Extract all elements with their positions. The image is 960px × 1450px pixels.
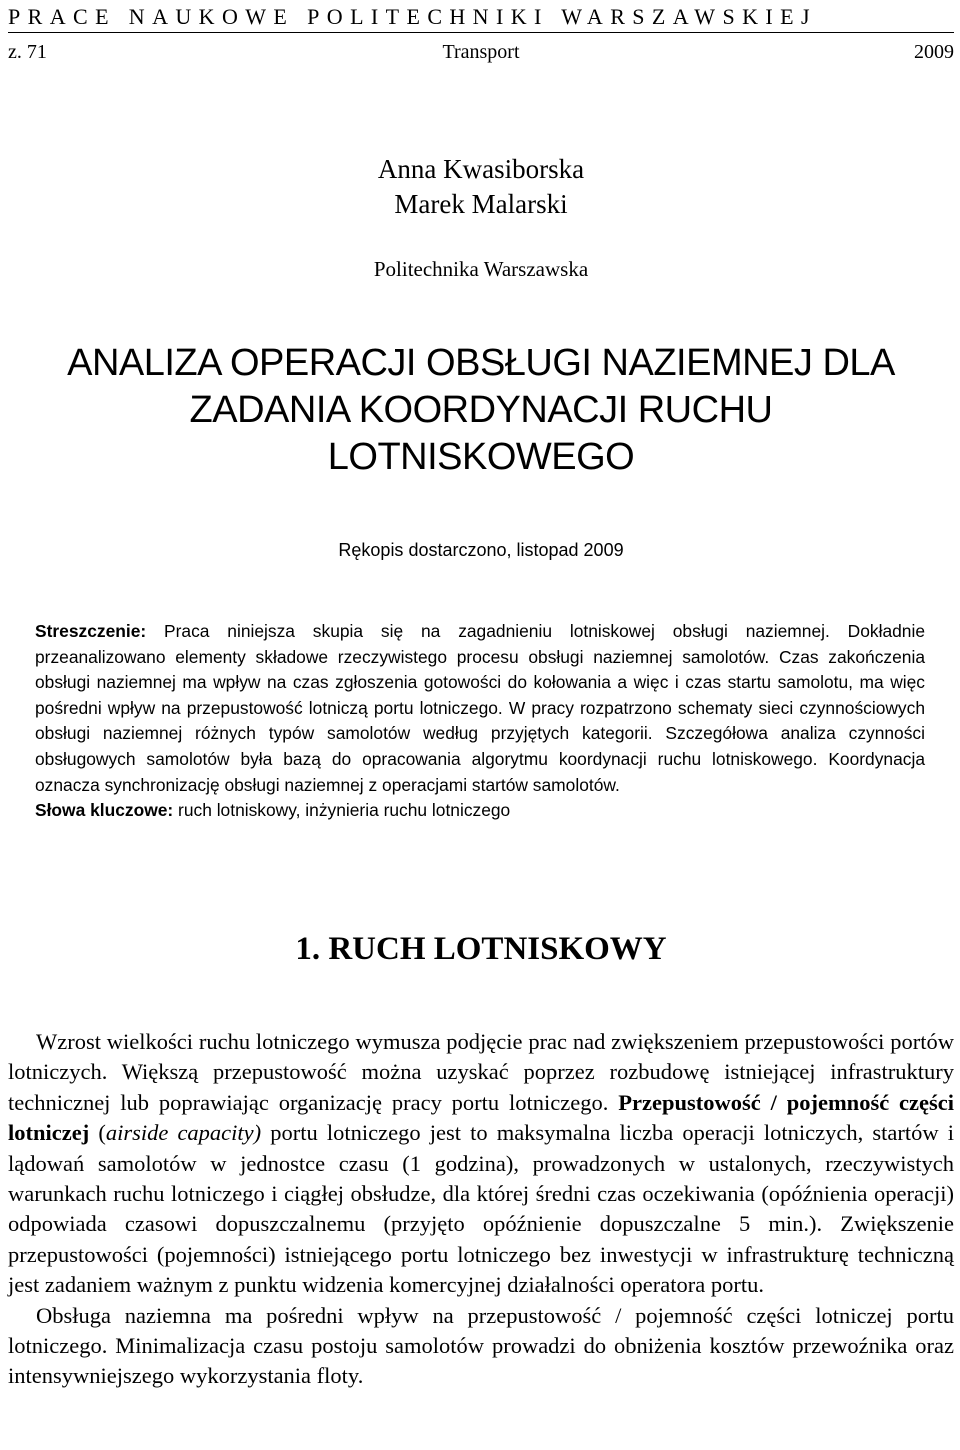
keywords (35, 798, 925, 824)
body-text-run: Wzrost wielkości ruchu lotniczego wymusza podjęcie prac nad zwiększeniem przepustowości portów lotniczych. Większą przepustowość można uzyskać poprzez rozbudowę istniejącej infrastruktury technicznej lub poprawiając organizację pracy portu lotniczego. (8, 1029, 954, 1115)
body-text (8, 1027, 954, 1392)
section-name: Transport (442, 41, 520, 63)
body-paragraph (8, 1027, 954, 1301)
keywords-label: Słowa kluczowe: (35, 800, 174, 821)
header-line (8, 40, 954, 64)
english-term: airside capacity) (105, 1120, 262, 1146)
body-paragraph: Obsługa naziemna ma pośredni wpływ na przepustowość / pojemność części lotniczej portu lotniczego. Minimalizacja czasu postoju samolotów prowadzi do obniżenia kosztów przewoźnika oraz intensywniejszego wykorzystania floty. (8, 1302, 954, 1389)
section-heading: 1. RUCH LOTNISKOWY (295, 931, 667, 967)
publication-year: 2009 (914, 41, 954, 63)
abstract-label: Streszczenie: (35, 621, 147, 641)
title-line: ZADANIA KOORDYNACJI RUCHU (189, 389, 773, 431)
body-text-run: portu lotniczego jest to maksymalna liczba operacji lotniczych, startów i lądowań samolotów w jednostce czasu (1 godzina), prowadzonych w ustalonych, rzeczywistych warunkach ruchu lotniczego i ciągłej obsłudze, dla której średni czas oczekiwania (opóźnienia operacji) odpowiada czasowi dopuszczalnemu (przyjęto opóźnienie dopuszczalne 5 min.). Zwiększenie przepustowości (pojemności) istniejącego portu lotniczego bez inwestycji w infrastrukturę techniczną jest zadaniem ważnym z punktu widzenia komercyjnej działalności operatora portu. (8, 1120, 954, 1298)
paper-page (8, 0, 954, 1450)
journal-title: PRACE NAUKOWE POLITECHNIKI WARSZAWSKIEJ (8, 4, 817, 29)
paper-title (8, 340, 954, 481)
keywords-text: ruch lotniskowy, inżynieria ruchu lotniczego (173, 800, 511, 821)
header-rule (8, 32, 954, 33)
received-date: Rękopis dostarczono, listopad 2009 (338, 540, 624, 560)
body-text-run: ( (89, 1120, 106, 1146)
abstract (35, 619, 925, 824)
affiliation: Politechnika Warszawska (373, 257, 589, 281)
title-line: ANALIZA OPERACJI OBSŁUGI NAZIEMNEJ DLA (67, 342, 895, 384)
issue-number: z. 71 (8, 41, 47, 63)
title-line: LOTNISKOWEGO (327, 436, 635, 478)
authors (8, 152, 954, 222)
abstract-text: Praca niniejsza skupia się na zagadnieniu lotniskowej obsługi naziemnej. Dokładnie przeanalizowano elementy składowe rzeczywistego procesu obsługi naziemnej samolotów. Czas zakończenia obsługi naziemnej ma wpływ na czas zgłoszenia gotowości do kołowania a więc i czas startu samolotu, ma więc pośredni wpływ na przepustowość lotniczą portu lotniczego. W pracy rozpatrzono schematy sieci czynnościowych obsługi naziemnej różnych typów samolotów według przyjętych kategorii. Szczegółowa analiza czynności obsługowych samolotów była bazą do opracowania algorytmu koordynacji ruchu lotniskowego. Koordynacja oznacza synchronizację obsługi naziemnej z operacjami startów samolotów. (35, 621, 925, 795)
defined-term: Przepustowość / pojemność części lotniczej (8, 1089, 955, 1146)
abstract-paragraph (35, 619, 925, 798)
author-name: Marek Malarski (394, 189, 568, 219)
author-name: Anna Kwasiborska (377, 154, 585, 184)
